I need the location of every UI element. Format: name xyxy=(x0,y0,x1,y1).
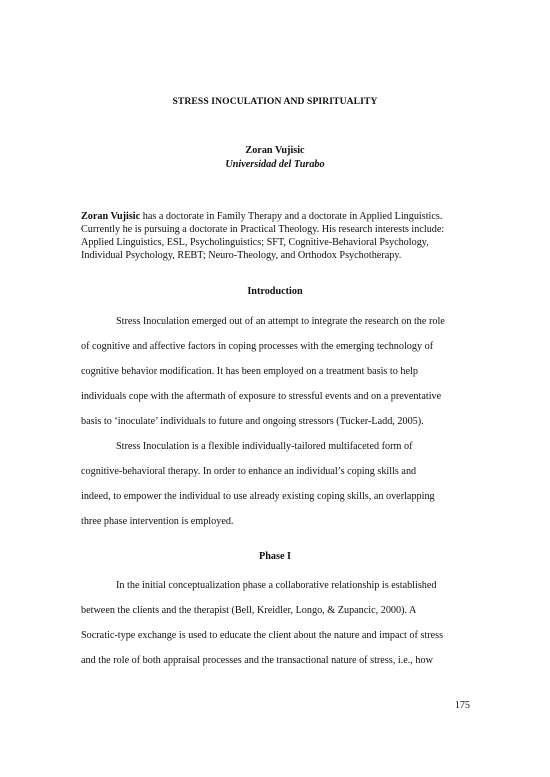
author-affiliation: Universidad del Turabo xyxy=(225,159,325,170)
author-name: Zoran Vujisic xyxy=(245,145,305,156)
bio-line: Applied Linguistics, ESL, Psycholinguistics; SFT, Cognitive-Behavioral Psychology, xyxy=(81,237,429,248)
bio-line: Currently he is pursuing a doctorate in Practical Theology. His research interests include: xyxy=(81,224,445,235)
text-line: Stress Inoculation is a flexible individually-tailored multifaceted form of xyxy=(116,441,413,452)
page-number: 175 xyxy=(454,700,470,711)
text-line: three phase intervention is employed. xyxy=(81,516,234,527)
text-line: cognitive behavior modification. It has been employed on a treatment basis to help xyxy=(81,366,418,377)
text-line: In the initial conceptualization phase a collaborative relationship is established xyxy=(116,580,437,591)
text-line: of cognitive and affective factors in coping processes with the emerging technology of xyxy=(81,341,434,352)
author-bio xyxy=(81,210,473,262)
section-heading-introduction: Introduction xyxy=(247,286,303,297)
bio-line: Individual Psychology, REBT; Neuro-Theology, and Orthodox Psychotherapy. xyxy=(81,250,402,261)
section-heading-phase-1: Phase I xyxy=(259,551,291,562)
text-line: basis to ‘inoculate’ individuals to future and ongoing stressors (Tucker-Ladd, 2005). xyxy=(81,416,424,427)
paper-title: STRESS INOCULATION AND SPIRITUALITY xyxy=(172,96,378,107)
text-line: Socratic-type exchange is used to educate the client about the nature and impact of stress xyxy=(81,630,444,641)
bio-author-name: Zoran Vujisic xyxy=(81,211,141,222)
text-line: between the clients and the therapist (Bell, Kreidler, Longo, & Zupancic, 2000). A xyxy=(81,605,417,616)
bio-line xyxy=(81,210,473,223)
text-line: individuals cope with the aftermath of exposure to stressful events and on a preventative xyxy=(81,391,442,402)
text-line: Stress Inoculation emerged out of an attempt to integrate the research on the role xyxy=(116,316,445,327)
bio-text: has a doctorate in Family Therapy and a doctorate in Applied Linguistics. xyxy=(140,211,443,222)
text-line: and the role of both appraisal processes and the transactional nature of stress, i.e., how xyxy=(81,655,433,666)
text-line: cognitive-behavioral therapy. In order to enhance an individual’s coping skills and xyxy=(81,466,417,477)
text-line: indeed, to empower the individual to use already existing coping skills, an overlapping xyxy=(81,491,435,502)
